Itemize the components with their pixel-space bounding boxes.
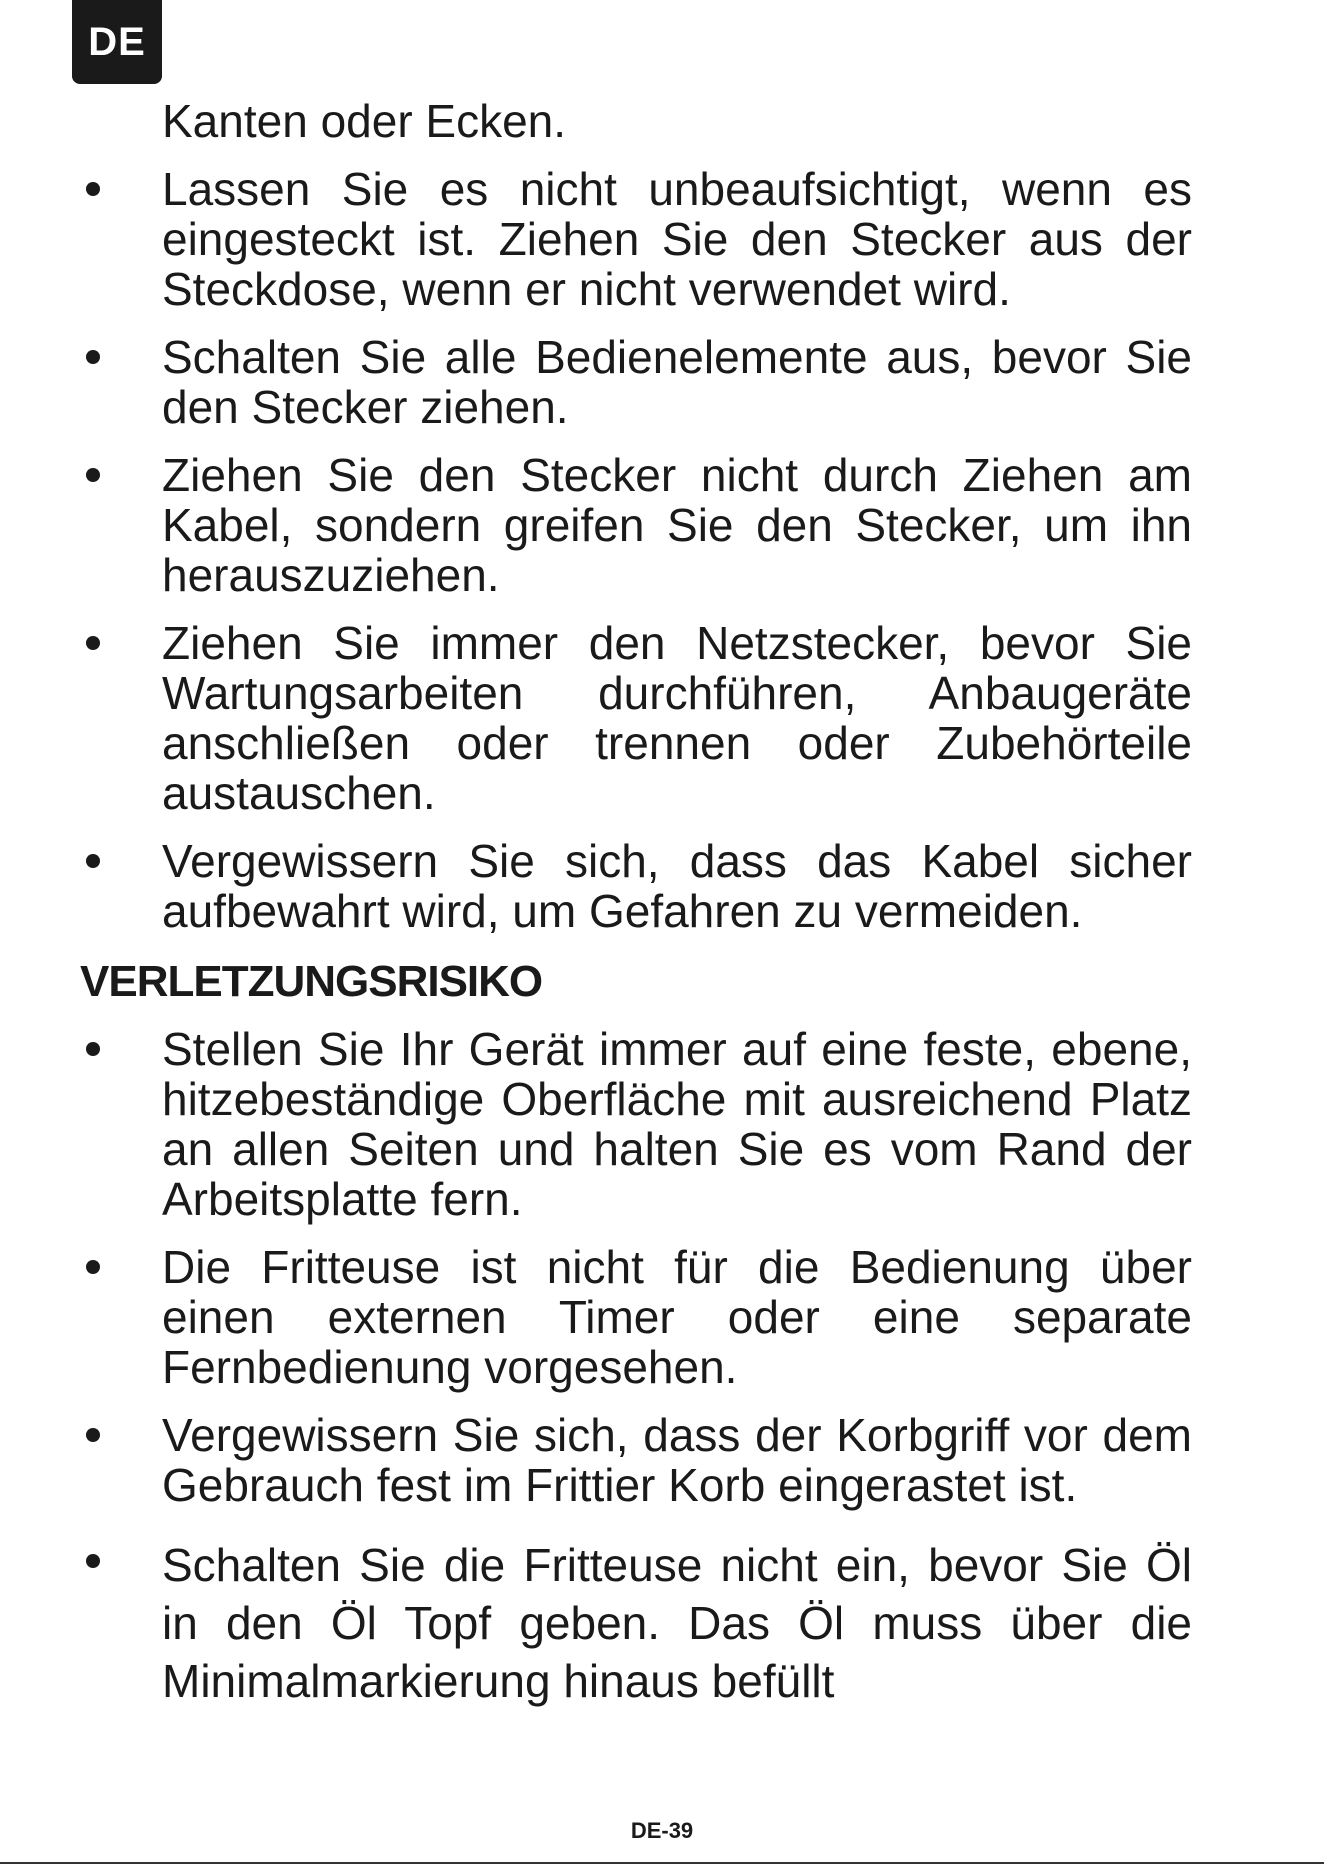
language-badge-label: DE bbox=[88, 19, 146, 64]
list-item bbox=[80, 1242, 1192, 1392]
bullet-icon bbox=[86, 182, 100, 196]
page-number: DE-39 bbox=[630, 1818, 694, 1843]
bullet-icon bbox=[86, 1042, 100, 1056]
list-item-text: Ziehen Sie den Stecker nicht durch Ziehen am Kabel, sondern greifen Sie den Stecker, um ihn herauszuziehen. bbox=[162, 449, 1192, 601]
bullet-icon bbox=[86, 468, 100, 482]
list-item-text: Schalten Sie alle Bedienelemente aus, bevor Sie den Stecker ziehen. bbox=[162, 331, 1192, 433]
bullet-icon bbox=[86, 854, 100, 868]
list-item bbox=[80, 618, 1192, 818]
list-item-text: Vergewissern Sie sich, dass der Korbgriff vor dem Gebrauch fest im Frittier Korb eingerastet ist. bbox=[162, 1409, 1192, 1511]
list-item-text: Vergewissern Sie sich, dass das Kabel sicher aufbewahrt wird, um Gefahren zu vermeiden. bbox=[162, 835, 1192, 937]
list-item-text: Die Fritteuse ist nicht für die Bedienung über einen externen Timer oder eine separate Fernbedienung vorgesehen. bbox=[162, 1241, 1192, 1393]
list-item bbox=[80, 164, 1192, 314]
list-item bbox=[80, 450, 1192, 600]
bullet-icon bbox=[86, 1260, 100, 1274]
list-item-text: Lassen Sie es nicht unbeaufsichtigt, wenn es eingesteckt ist. Ziehen Sie den Stecker aus der Steckdose, wenn er nicht verwendet wird. bbox=[162, 163, 1192, 315]
section-heading: VERLETZUNGSRISIKO bbox=[80, 957, 543, 1006]
list-item-text: Schalten Sie die Fritteuse nicht ein, bevor Sie Öl in den Öl Topf geben. Das Öl muss über die Minimalmarkierung hinaus befüllt bbox=[162, 1539, 1192, 1707]
list-item-text: Stellen Sie Ihr Gerät immer auf eine feste, ebene, hitzebeständige Oberfläche mit ausreichend Platz an allen Seiten und halten Sie es vom Rand der Arbeitsplatte fern. bbox=[162, 1023, 1192, 1225]
continuation-text: Kanten oder Ecken. bbox=[162, 95, 567, 147]
list-item bbox=[80, 1024, 1192, 1224]
list-item-text: Ziehen Sie immer den Netzstecker, bevor Sie Wartungsarbeiten durchführen, Anbaugeräte anschließen oder trennen oder Zubehörteile austauschen. bbox=[162, 617, 1192, 819]
language-badge bbox=[72, 0, 162, 84]
list-item bbox=[80, 1536, 1192, 1710]
bullet-icon bbox=[86, 1554, 100, 1568]
list-item bbox=[80, 1410, 1192, 1510]
list-item bbox=[80, 332, 1192, 432]
bottom-divider bbox=[0, 1862, 1324, 1864]
list-item bbox=[80, 836, 1192, 936]
bullet-icon bbox=[86, 636, 100, 650]
page-content bbox=[80, 96, 1192, 1728]
bullet-icon bbox=[86, 350, 100, 364]
bullet-icon bbox=[86, 1428, 100, 1442]
